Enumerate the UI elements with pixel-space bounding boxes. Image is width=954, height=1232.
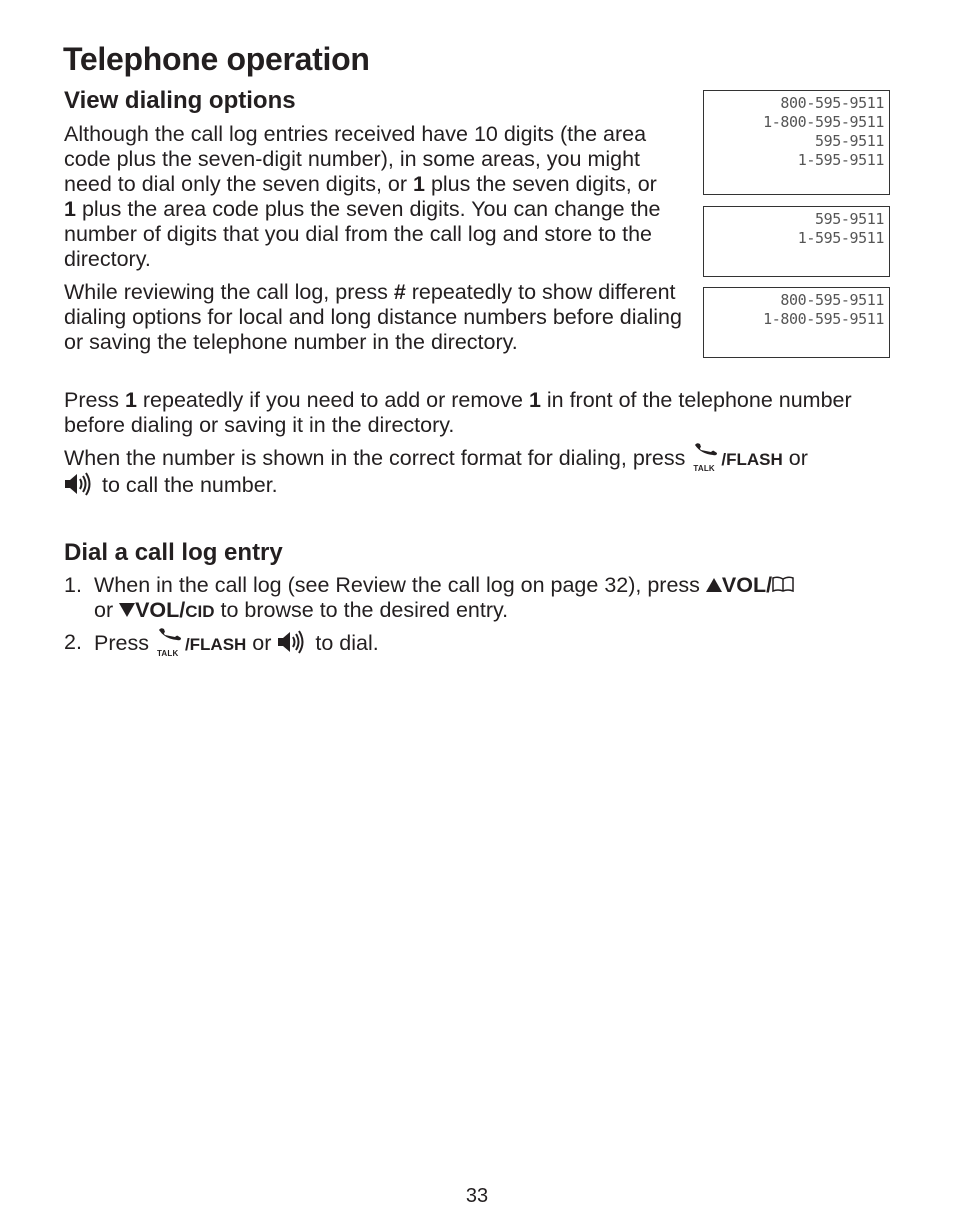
list-item-step-1: 1. When in the call log (see Review the call log on page 32), press VOL/ or VOL/CID to browse to the desired entry.	[64, 573, 904, 624]
lcd-line: 1-800-595-9511	[763, 113, 884, 131]
lcd-line: 595-9511	[814, 132, 884, 150]
paragraph-reviewing-call-log: While reviewing the call log, press # repeatedly to show different dialing options for local and long distance numbers before dialing or saving the telephone number in the directory.	[64, 280, 682, 354]
lcd-line: 1-800-595-9511	[763, 310, 884, 328]
section-heading-dial-call-log-entry: Dial a call log entry	[64, 539, 283, 566]
paragraph-call-number: When the number is shown in the correct format for dialing, press TALK /FLASH or to call the number.	[64, 446, 904, 502]
speakerphone-icon	[277, 630, 309, 660]
up-triangle-icon	[706, 573, 722, 598]
lcd-screen-dialing-options-1	[703, 90, 890, 195]
lcd-line: 800-595-9511	[780, 94, 884, 112]
talk-handset-icon: TALK	[691, 448, 721, 468]
speakerphone-icon	[64, 472, 96, 502]
paragraph-press-1: Press 1 repeatedly if you need to add or remove 1 in front of the telephone number before dialing or saving it in the directory.	[64, 388, 852, 437]
lcd-screen-dialing-options-2	[703, 206, 890, 277]
lcd-line: 595-9511	[814, 210, 884, 228]
page-title: Telephone operation	[63, 41, 370, 77]
directory-book-icon	[772, 573, 794, 598]
talk-handset-icon: TALK	[155, 633, 185, 653]
lcd-line: 1-595-9511	[797, 229, 884, 247]
paragraph-digits-info: Although the call log entries received have 10 digits (the area code plus the seven-digit number), in some areas, you might need to dial only the seven digits, or 1 plus the seven digits, or 1 plus the area code plus the seven digits. You can change the number of digits that you dial from the call log and store to the directory.	[64, 122, 661, 271]
lcd-line: 800-595-9511	[780, 291, 884, 309]
section-heading-view-dialing-options: View dialing options	[64, 87, 296, 114]
lcd-screen-dialing-options-3	[703, 287, 890, 358]
lcd-line: 1-595-9511	[797, 151, 884, 169]
list-item-step-2: 2. Press TALK /FLASH or to dial.	[64, 630, 379, 658]
down-triangle-icon	[119, 598, 135, 623]
page-number: 33	[465, 1185, 489, 1207]
